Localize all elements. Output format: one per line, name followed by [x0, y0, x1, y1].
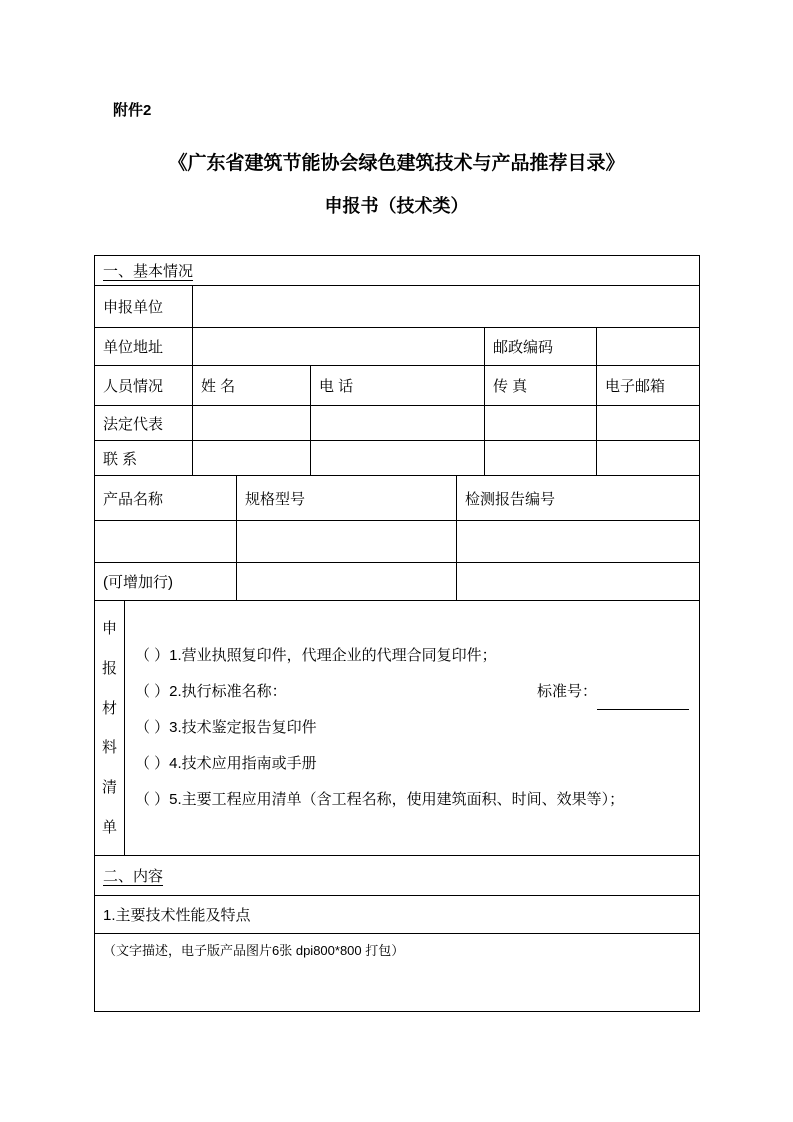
content-note-row	[95, 934, 699, 1011]
product-name-header: 产品名称	[95, 476, 237, 520]
product-input-row	[95, 521, 699, 563]
extra-report-no-cell[interactable]	[457, 563, 699, 600]
spec-model-input-cell[interactable]	[237, 521, 457, 562]
vertical-char-1: 申	[101, 620, 117, 638]
personnel-label: 人员情况	[95, 366, 193, 405]
postal-code-label: 邮政编码	[485, 328, 597, 365]
legal-rep-name-cell[interactable]	[193, 406, 311, 440]
report-no-input-cell[interactable]	[457, 521, 699, 562]
declare-unit-label: 申报单位	[95, 286, 193, 327]
section1-header: 一、基本情况	[103, 263, 194, 280]
material-item-3: （ ）3.技术鉴定报告复印件	[135, 719, 317, 736]
materials-row	[95, 601, 699, 856]
spec-model-header: 规格型号	[237, 476, 457, 520]
content-item1-title: 1.主要技术性能及特点	[103, 907, 251, 924]
legal-rep-fax-cell[interactable]	[485, 406, 597, 440]
declare-unit-input-cell[interactable]	[193, 286, 699, 327]
contact-name-cell[interactable]	[193, 441, 311, 475]
material-item-2-text: （ ）2.执行标准名称：	[135, 683, 287, 700]
report-no-header: 检测报告编号	[465, 490, 556, 508]
add-row-note-row	[95, 563, 699, 601]
extra-spec-model-cell[interactable]	[237, 563, 457, 600]
email-column-header: 电子邮箱	[605, 378, 666, 395]
contact-label: 联 系	[95, 441, 193, 475]
section1-header-cell	[95, 256, 699, 285]
section2-header: 二、内容	[103, 868, 164, 885]
fax-column-header: 传 真	[485, 366, 597, 405]
materials-list	[125, 601, 699, 855]
materials-vertical-label	[95, 601, 125, 855]
vertical-char-2: 报	[101, 659, 117, 677]
unit-address-input-cell[interactable]	[193, 328, 485, 365]
contact-email-cell[interactable]	[597, 441, 699, 475]
content-writing-area[interactable]	[95, 934, 699, 1011]
document-subtitle: 申报书（技术类）	[324, 196, 469, 216]
product-name-input-cell[interactable]	[95, 521, 237, 562]
vertical-char-4: 料	[101, 739, 117, 757]
contact-phone-cell[interactable]	[311, 441, 485, 475]
legal-rep-phone-cell[interactable]	[311, 406, 485, 440]
section1-header-row	[95, 256, 699, 286]
phone-column-header: 电 话	[311, 366, 485, 405]
add-row-note: (可增加行)	[95, 563, 237, 600]
legal-rep-email-cell[interactable]	[597, 406, 699, 440]
content-item1-row	[95, 896, 699, 934]
application-form-table	[94, 255, 700, 1012]
unit-address-label: 单位地址	[95, 328, 193, 365]
personnel-header-row	[95, 366, 699, 406]
material-item-1: （ ）1.营业执照复印件，代理企业的代理合同复印件；	[135, 647, 497, 664]
contact-row	[95, 441, 699, 476]
legal-rep-row	[95, 406, 699, 441]
product-header-row	[95, 476, 699, 521]
content-note: （文字描述，电子版产品图片6张 dpi800*800 打包）	[103, 943, 405, 958]
declare-unit-row	[95, 286, 699, 328]
document-title: 《广东省建筑节能协会绿色建筑技术与产品推荐目录》	[168, 153, 625, 174]
standard-no-label: 标准号：	[536, 683, 597, 700]
vertical-char-3: 材	[101, 699, 117, 717]
vertical-char-5: 清	[101, 778, 117, 796]
legal-rep-label: 法定代表	[95, 406, 193, 440]
standard-no-blank-line[interactable]	[597, 693, 689, 710]
name-column-header: 姓 名	[193, 366, 311, 405]
standard-no-group	[537, 674, 689, 710]
section2-header-row	[95, 856, 699, 896]
material-item-5: （ ）5.主要工程应用清单（含工程名称，使用建筑面积、时间、效果等）；	[135, 791, 625, 808]
vertical-char-6: 单	[101, 818, 117, 836]
contact-fax-cell[interactable]	[485, 441, 597, 475]
section2-header-cell	[95, 856, 699, 895]
unit-address-row	[95, 328, 699, 366]
material-item-4: （ ）4.技术应用指南或手册	[135, 755, 317, 772]
material-item-2	[135, 674, 689, 710]
attachment-label: 附件2	[113, 102, 152, 119]
postal-code-input-cell[interactable]	[597, 328, 699, 365]
